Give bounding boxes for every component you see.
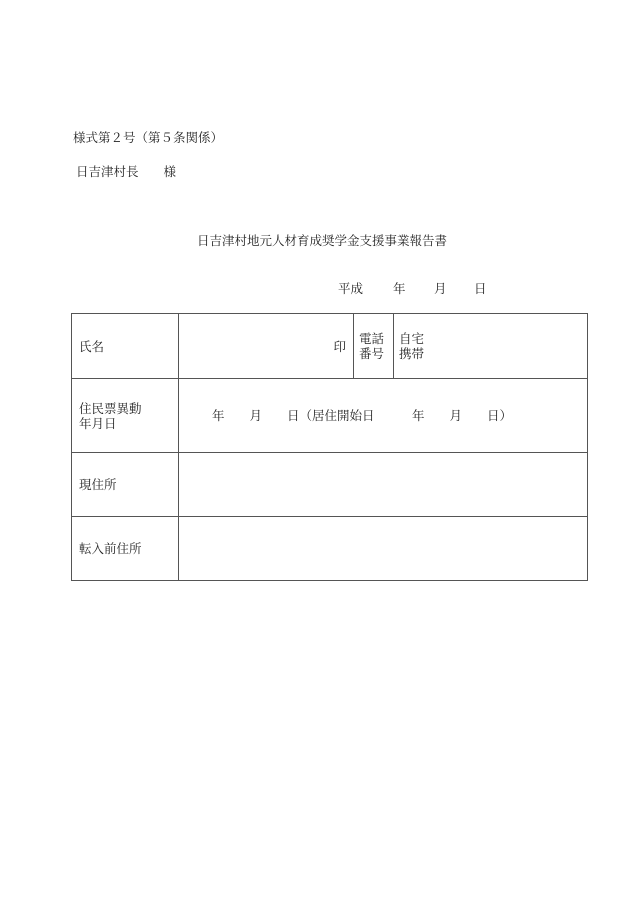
table-border — [71, 580, 588, 581]
home-phone-label: 自宅 — [399, 331, 425, 346]
current-address-field[interactable] — [179, 453, 586, 516]
date-year: 年 — [393, 281, 406, 296]
phone-label-line1: 電話 — [359, 331, 385, 346]
addressee: 日吉津村長 様 — [76, 164, 177, 179]
table-border — [71, 313, 72, 581]
name-label: 氏名 — [79, 338, 105, 354]
move-date-label — [79, 379, 142, 452]
date-month: 月 — [434, 281, 447, 296]
move-date-field[interactable] — [179, 379, 586, 452]
move-date-label-line2: 年月日 — [79, 415, 117, 431]
date-era: 平成 — [338, 281, 364, 296]
previous-address-field[interactable] — [179, 517, 586, 580]
name-field[interactable] — [179, 314, 353, 378]
table-border — [587, 313, 588, 581]
previous-address-label: 転入前住所 — [79, 541, 142, 556]
form-number: 様式第２号（第５条関係） — [73, 130, 224, 145]
current-address-label: 現住所 — [79, 477, 117, 492]
mobile-phone-label: 携帯 — [399, 346, 425, 361]
move-date-value: 年 月 日（居住開始日 年 月 日） — [212, 408, 513, 423]
phone-label — [359, 314, 384, 378]
seal-mark: 印 — [333, 338, 346, 354]
document-title: 日吉津村地元人材育成奨学金支援事業報告書 — [197, 233, 448, 248]
move-date-label-line1: 住民票異動 — [79, 400, 142, 416]
date-day: 日 — [474, 281, 487, 296]
column-divider — [353, 313, 354, 378]
phone-label-line2: 番号 — [359, 346, 385, 361]
phone-field[interactable] — [399, 314, 585, 378]
column-divider — [393, 313, 394, 378]
